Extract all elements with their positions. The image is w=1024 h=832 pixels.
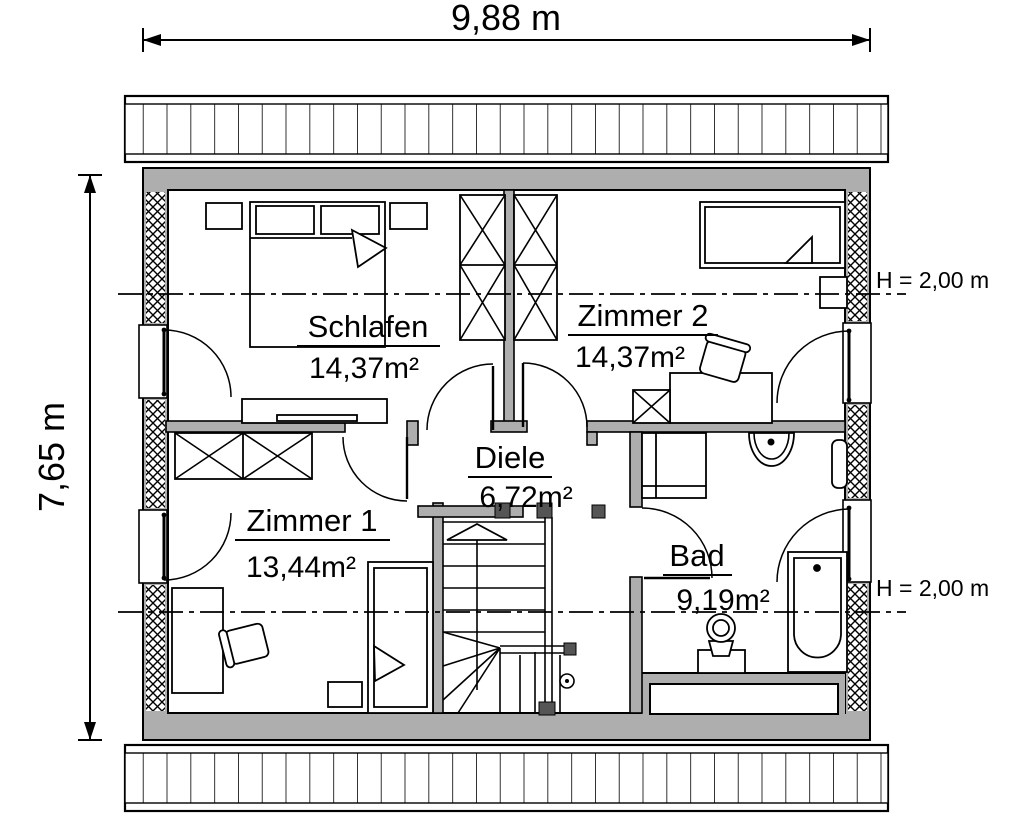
nightstand-symbol — [820, 277, 847, 308]
dresser-symbol — [242, 399, 387, 423]
room-label-zimmer1 — [235, 503, 390, 584]
door-arc — [343, 437, 407, 501]
stair-wall — [433, 503, 443, 713]
washbasin-symbol — [749, 433, 794, 466]
door-zimmer1 — [343, 437, 407, 501]
bottom-eaves-band — [125, 745, 888, 811]
nightstand-symbol — [390, 203, 427, 229]
svg-text:13,44m²: 13,44m² — [245, 551, 357, 584]
room-label-diele — [468, 440, 573, 514]
wardrobe-zimmer1 — [175, 433, 312, 479]
nightstand-symbol — [328, 682, 362, 707]
top-dimension — [143, 0, 870, 52]
height-dimension-label: 7,65 m — [31, 401, 72, 513]
wardrobe-center-left — [460, 195, 505, 340]
width-dimension-label: 9,88 m — [450, 0, 562, 38]
top-eaves-band — [125, 96, 888, 162]
door-arc — [164, 330, 231, 397]
left-gable-hatch — [146, 192, 165, 323]
french-window-zimmer2 — [777, 323, 871, 403]
room-label-zimmer2 — [568, 298, 718, 374]
door-schlafen — [427, 364, 493, 430]
door-arc — [164, 513, 231, 580]
french-window-schlafen — [139, 325, 231, 398]
svg-text:14,37m²: 14,37m² — [308, 352, 420, 385]
svg-text:14,37m²: 14,37m² — [574, 341, 686, 374]
right-gable-hatch — [848, 192, 867, 321]
wardrobe-center-right — [514, 195, 557, 340]
toilet-symbol — [698, 614, 745, 673]
staircase — [418, 503, 605, 715]
svg-text:9,19m²: 9,19m² — [676, 584, 770, 617]
room-label-schlafen — [297, 309, 440, 385]
svg-text:6,72m²: 6,72m² — [479, 481, 573, 514]
height-marker-label: H = 2,00 m — [876, 575, 990, 601]
door-arc — [777, 331, 849, 403]
bathroom-cabinet-symbol — [642, 433, 706, 498]
desk-symbol — [670, 373, 772, 423]
left-dimension — [31, 175, 102, 740]
chair-symbol — [218, 621, 270, 669]
desk-symbol — [172, 588, 223, 693]
nightstand-symbol — [206, 203, 242, 229]
radiator-symbol — [832, 440, 847, 488]
single-bed-symbol — [700, 202, 845, 268]
single-bed-symbol — [368, 562, 433, 713]
cabinet-x-symbol — [633, 390, 670, 423]
svg-text:Schlafen: Schlafen — [307, 309, 429, 344]
height-marker-label: H = 2,00 m — [876, 267, 990, 293]
svg-text:Zimmer 2: Zimmer 2 — [577, 298, 709, 333]
svg-text:Bad: Bad — [669, 538, 725, 573]
door-arc — [427, 364, 493, 430]
svg-text:Zimmer 1: Zimmer 1 — [246, 503, 378, 538]
svg-text:Diele: Diele — [474, 440, 546, 475]
french-window-zimmer1 — [139, 510, 231, 583]
